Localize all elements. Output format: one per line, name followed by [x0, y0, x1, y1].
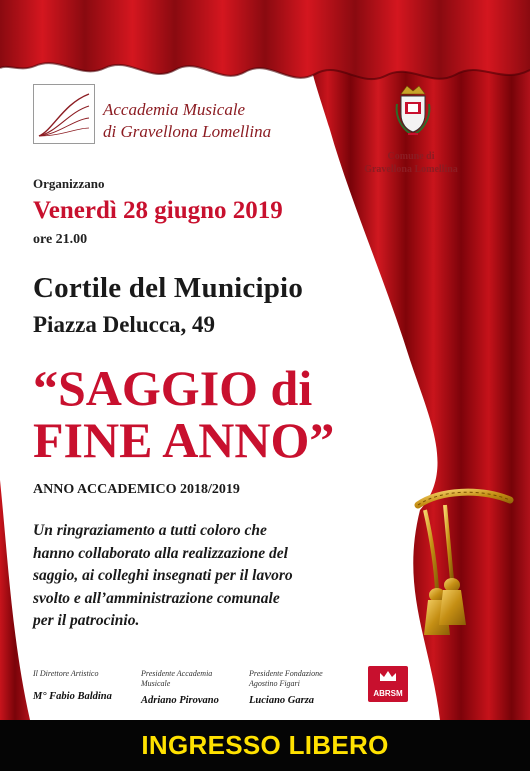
- signature-role: [33, 679, 133, 689]
- event-title-line1: “SAGGIO di: [33, 360, 313, 416]
- signature-foundation-president: [249, 669, 359, 706]
- event-title: [33, 362, 334, 466]
- signature-name: M° Fabio Baldina: [33, 691, 112, 702]
- signature-role: Agostino Figari: [249, 679, 300, 688]
- event-venue: Cortile del Municipio: [33, 272, 304, 304]
- academy-logo-icon: [33, 84, 95, 144]
- thanks-line: per il patrocinio.: [33, 612, 140, 629]
- abrsm-logo-text: ABRSM: [373, 689, 403, 698]
- thanks-line: svolto e all’amministrazione comunale: [33, 589, 280, 607]
- event-title-line2: FINE ANNO”: [33, 412, 335, 468]
- abrsm-logo: [368, 666, 408, 702]
- signature-academy-president: [141, 669, 241, 706]
- thanks-line: saggio, ai colleghi insegnati per il lavoro: [33, 567, 293, 584]
- signature-name: Adriano Pirovano: [141, 695, 219, 706]
- comune-label-line1: Comune di: [387, 151, 435, 162]
- signature-role: Musicale: [141, 679, 171, 688]
- comune-crest-icon: [393, 82, 433, 138]
- event-date: Venerdì 28 giugno 2019: [33, 197, 283, 224]
- academy-name: [103, 99, 271, 143]
- abrsm-crown-icon: [379, 670, 397, 682]
- free-entry-banner: INGRESSO LIBERO: [141, 730, 389, 760]
- organizers-label: Organizzano: [33, 176, 105, 191]
- signature-role: Presidente Accademia: [141, 669, 213, 678]
- academic-year: ANNO ACCADEMICO 2018/2019: [33, 482, 240, 497]
- thanks-line: hanno collaborato alla realizzazione del: [33, 544, 288, 562]
- signature-name: Luciano Garza: [249, 695, 315, 706]
- comune-label: [352, 150, 470, 176]
- academy-name-line1: Accademia Musicale: [103, 100, 246, 119]
- thanks-paragraph: [33, 520, 393, 633]
- academy-name-line2: di Gravellona Lomellina: [103, 122, 272, 141]
- signature-role: Presidente Fondazione: [249, 669, 323, 678]
- event-address: Piazza Delucca, 49: [33, 312, 216, 337]
- comune-label-line2: Gravellona Lomellina: [364, 164, 458, 175]
- signature-artistic-director: [33, 669, 133, 702]
- thanks-line: Un ringraziamento a tutti coloro che: [33, 522, 267, 539]
- event-time: ore 21.00: [33, 232, 88, 247]
- signature-role: Il Direttore Artistico: [33, 669, 99, 678]
